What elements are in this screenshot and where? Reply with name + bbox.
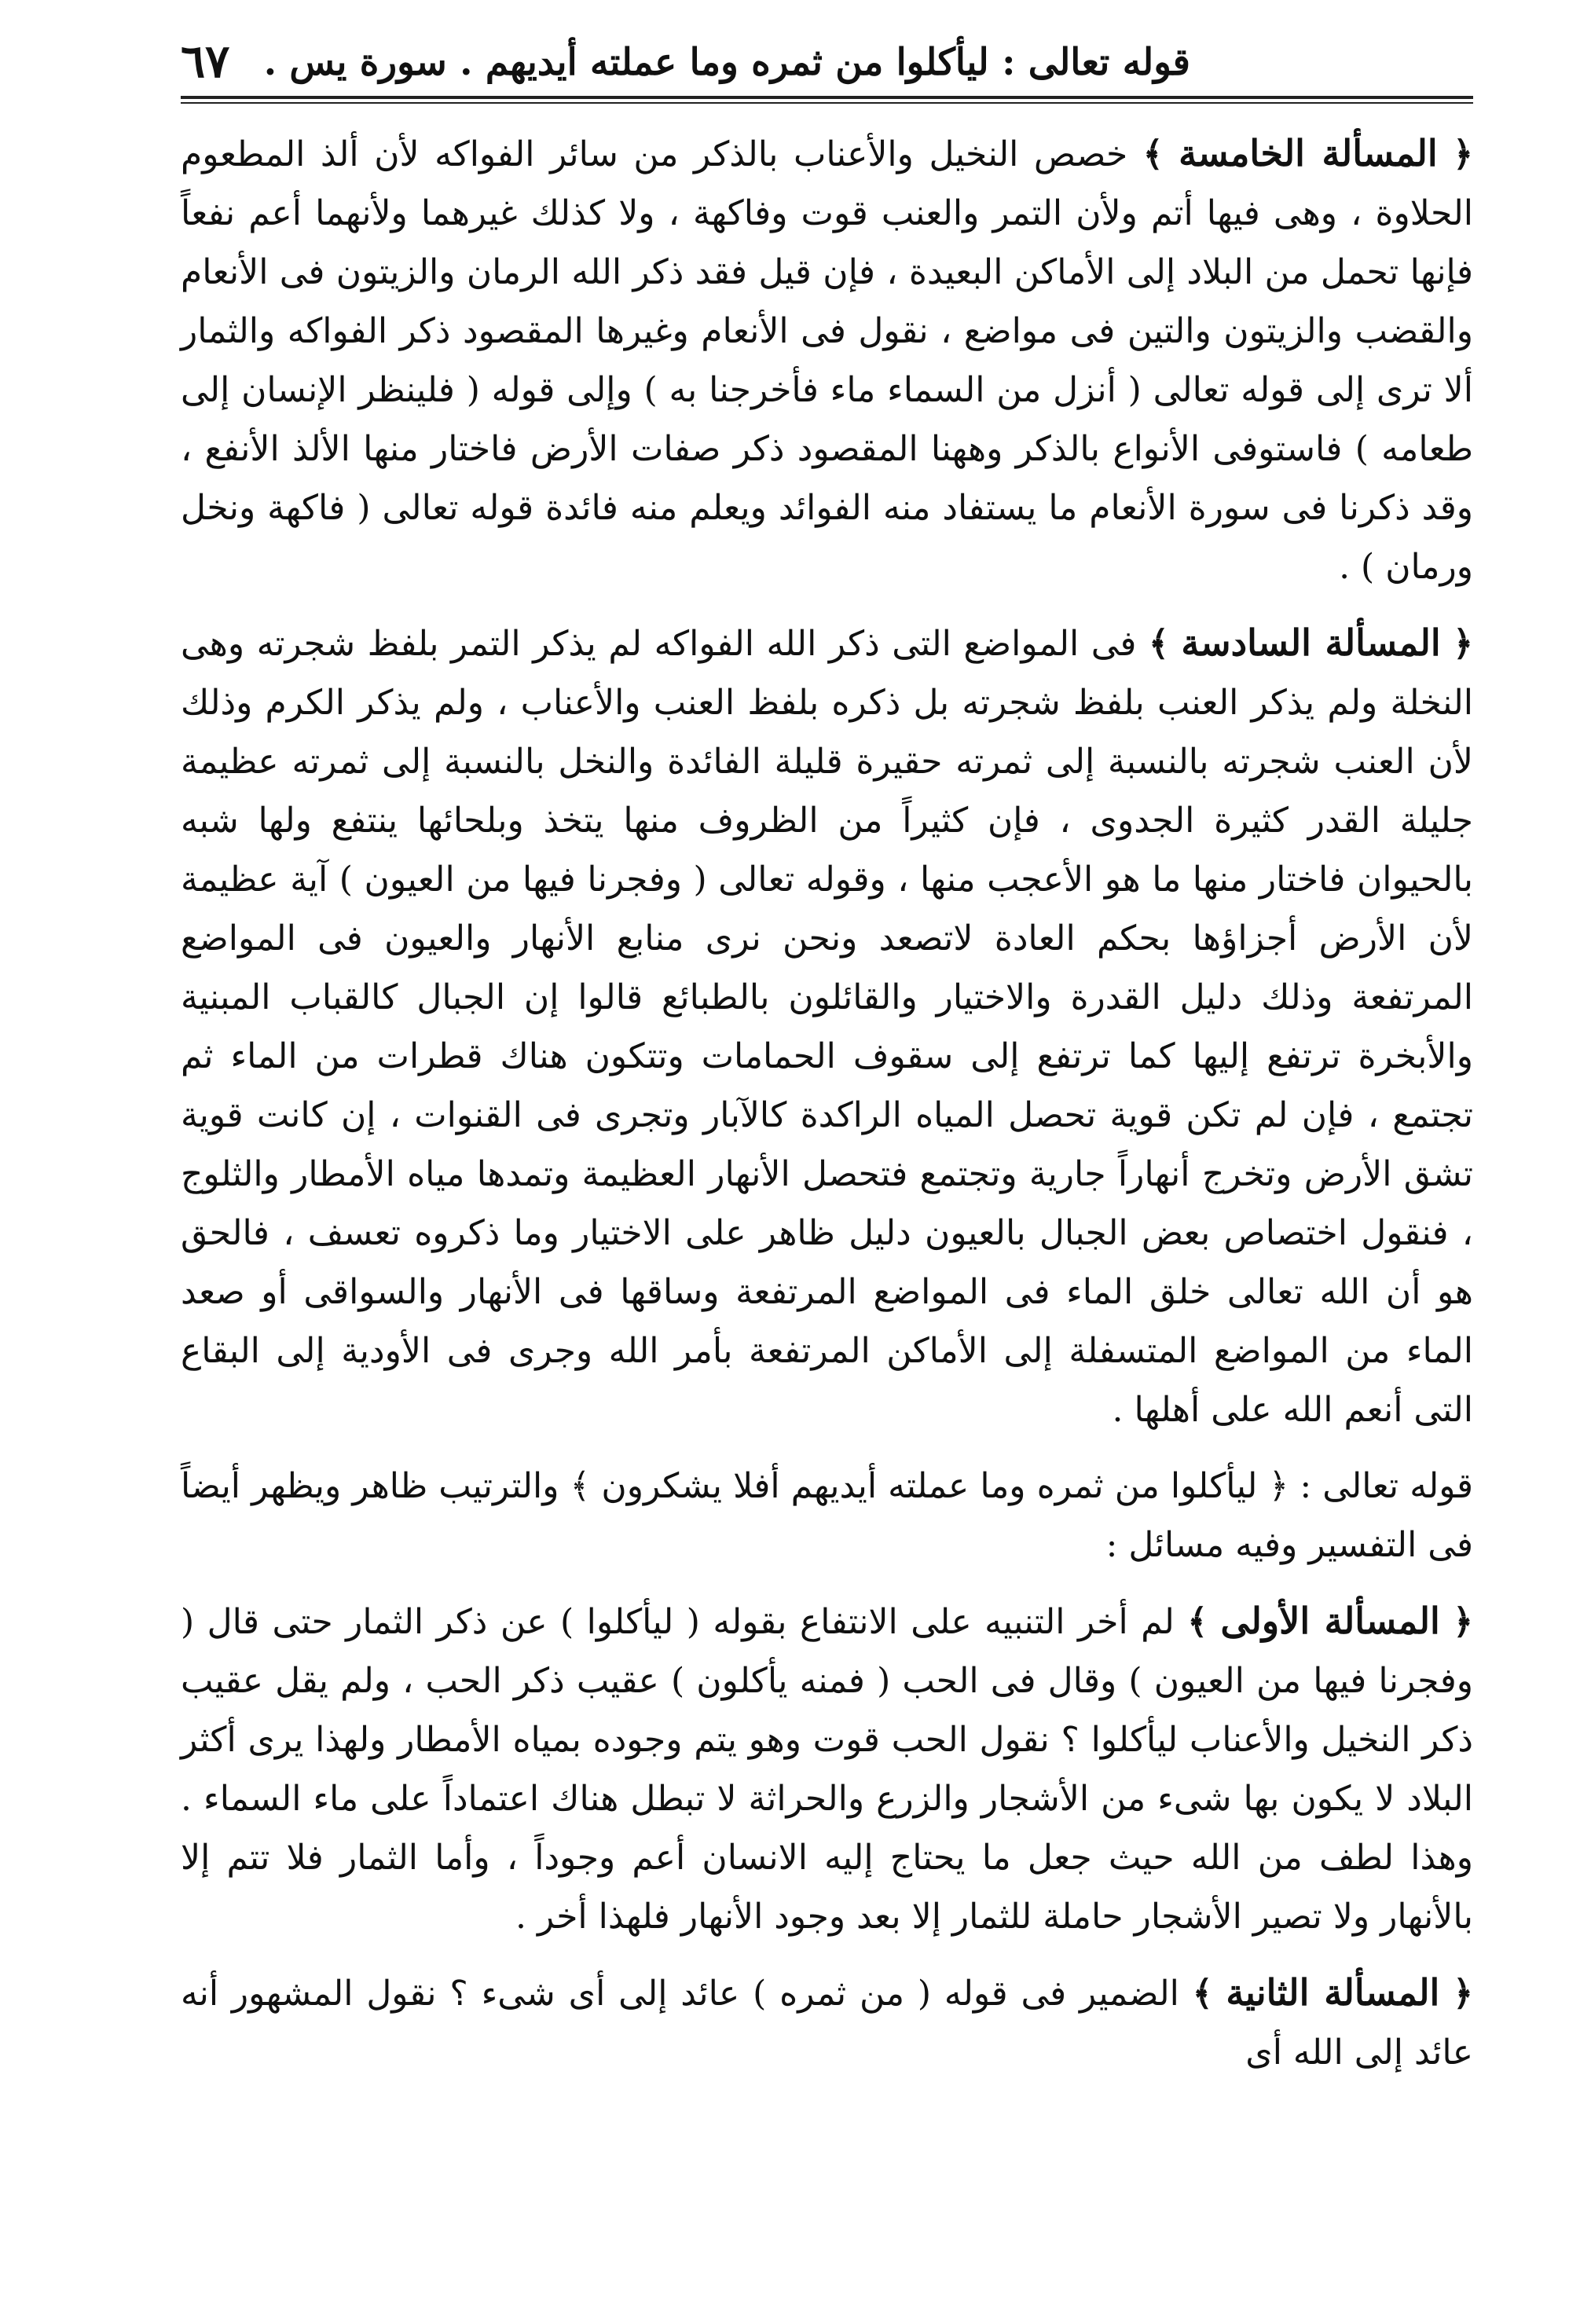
section-heading: المسألة السادسة (1181, 621, 1441, 664)
section-heading: المسألة الخامسة (1179, 132, 1438, 174)
paragraph-masala-6 (181, 614, 1473, 1439)
ornament-open-icon: ﴿ (1453, 134, 1473, 174)
paragraph-text: الضمير فى قوله ( من ثمره ) عائد إلى أى شىء ؟ نقول المشهور أنه عائد إلى الله أى (181, 1974, 1473, 2073)
paragraph-text: قوله تعالى : ﴿ ليأكلوا من ثمره وما عملته أيديهم أفلا يشكرون ﴾ والترتيب ظاهر ويظهر أيضاً فى التفسير وفيه مسائل : (181, 1466, 1473, 1565)
section-heading: المسألة الثانية (1226, 1971, 1440, 2014)
paragraph-verse (181, 1457, 1473, 1574)
ornament-close-icon: ﴾ (1187, 1602, 1208, 1642)
ornament-open-icon: ﴿ (1453, 624, 1473, 664)
section-heading: المسألة الأولى (1220, 1600, 1440, 1642)
ornament-close-icon: ﴾ (1142, 134, 1164, 174)
header-title: قوله تعالى : ليأكلوا من ثمره وما عملته أيديهم . سورة يس . (263, 41, 1190, 84)
paragraph-text: خصص النخيل والأعناب بالذكر من سائر الفواكه لأن ألذ المطعوم الحلاوة ، وهى فيها أتم ولأن التمر والعنب قوت وفاكهة ، ولا كذلك غيرهما ولأنهما أعم نفعاً فإنها تحمل من البلاد إلى الأماكن البعيدة ، فإن قيل فقد ذكر الله الرمان والزيتون فى الأنعام والقضب والزيتون والتين فى مواضع ، نقول فى الأنعام وغيرها المقصود ذكر الفواكه والثمار ألا ترى إلى قوله تعالى ( أنزل من السماء ماء فأخرجنا به ) وإلى قوله ( فلينظر الإنسان إلى طعامه ) فاستوفى الأنواع بالذكر وههنا المقصود ذكر صفات الأرض فاختار منها الألذ الأنفع ، وقد ذكرنا فى سورة الأنعام ما يستفاد منه الفوائد ويعلم منه فائدة قوله تعالى ( فاكهة ونخل ورمان ) . (181, 134, 1473, 587)
paragraph-masala-2 (181, 1963, 1473, 2082)
ornament-close-icon: ﴾ (1192, 1974, 1213, 2014)
paragraph-text: فى المواضع التى ذكر الله الفواكه لم يذكر التمر بلفظ شجرته وهى النخلة ولم يذكر العنب بلفظ شجرته بل ذكره بلفظ العنب والأعناب ، ولم يذكر الكرم وذلك لأن العنب شجرته بالنسبة إلى ثمرته حقيرة قليلة الفائدة والنخل بالنسبة إلى ثمرته عظيمة جليلة القدر كثيرة الجدوى ، فإن كثيراً من الظروف منها يتخذ وبلحائها ينتفع ولها شبه بالحيوان فاختار منها ما هو الأعجب منها ، وقوله تعالى ( وفجرنا فيها من العيون ) آية عظيمة لأن الأرض أجزاؤها بحكم العادة لاتصعد ونحن نرى منابع الأنهار والعيون فى المواضع المرتفعة وذلك دليل القدرة والاختيار والقائلون بالطبائع قالوا إن الجبال كالقباب المبنية والأبخرة ترتفع إليها كما ترتفع إلى سقوف الحمامات وتتكون هناك قطرات من الماء ثم تجتمع ، فإن لم تكن قوية تحصل المياه الراكدة كالآبار وتجرى فى القنوات ، إن كانت قوية تشق الأرض وتخرج أنهاراً جارية وتجتمع فتحصل الأنهار العظيمة وتمدها مياه الأمطار والثلوج ، فنقول اختصاص بعض الجبال بالعيون دليل ظاهر على الاختيار وما ذكروه تعسف ، فالحق هو أن الله تعالى خلق الماء فى المواضع المرتفعة وساقها فى الأنهار والسواقى أو صعد الماء من المواضع المتسفلة إلى الأماكن المرتفعة بأمر الله وجرى فى الأودية إلى البقاع التى أنعم الله على أهلها . (181, 624, 1474, 1430)
ornament-open-icon: ﴿ (1453, 1602, 1473, 1642)
paragraph-masala-5 (181, 124, 1473, 596)
running-header (181, 24, 1473, 91)
header-rule (181, 96, 1473, 99)
ornament-open-icon: ﴿ (1453, 1974, 1473, 2014)
page-body (181, 124, 1473, 2099)
header-rule-thin (181, 102, 1473, 104)
paragraph-text: لم أخر التنبيه على الانتفاع بقوله ( ليأكلوا ) عن ذكر الثمار حتى قال ( وفجرنا فيها من العيون ) وقال فى الحب ( فمنه يأكلون ) عقيب ذكر الحب ، ولم يقل عقيب ذكر النخيل والأعناب ليأكلوا ؟ نقول الحب قوت وهو يتم وجوده بمياه الأمطار ولهذا يرى أكثر البلاد لا يكون بها شىء من الأشجار والزرع والحراثة لا تبطل هناك اعتماداً على ماء السماء . وهذا لطف من الله حيث جعل ما يحتاج إليه الانسان أعم وجوداً ، وأما الثمار فلا تتم إلا بالأنهار ولا تصير الأشجار حاملة للثمار إلا بعد وجود الأنهار فلهذا أخر . (181, 1602, 1473, 1937)
page-number: ٦٧ (181, 35, 230, 88)
paragraph-masala-1 (181, 1592, 1473, 1946)
ornament-close-icon: ﴾ (1149, 624, 1169, 664)
